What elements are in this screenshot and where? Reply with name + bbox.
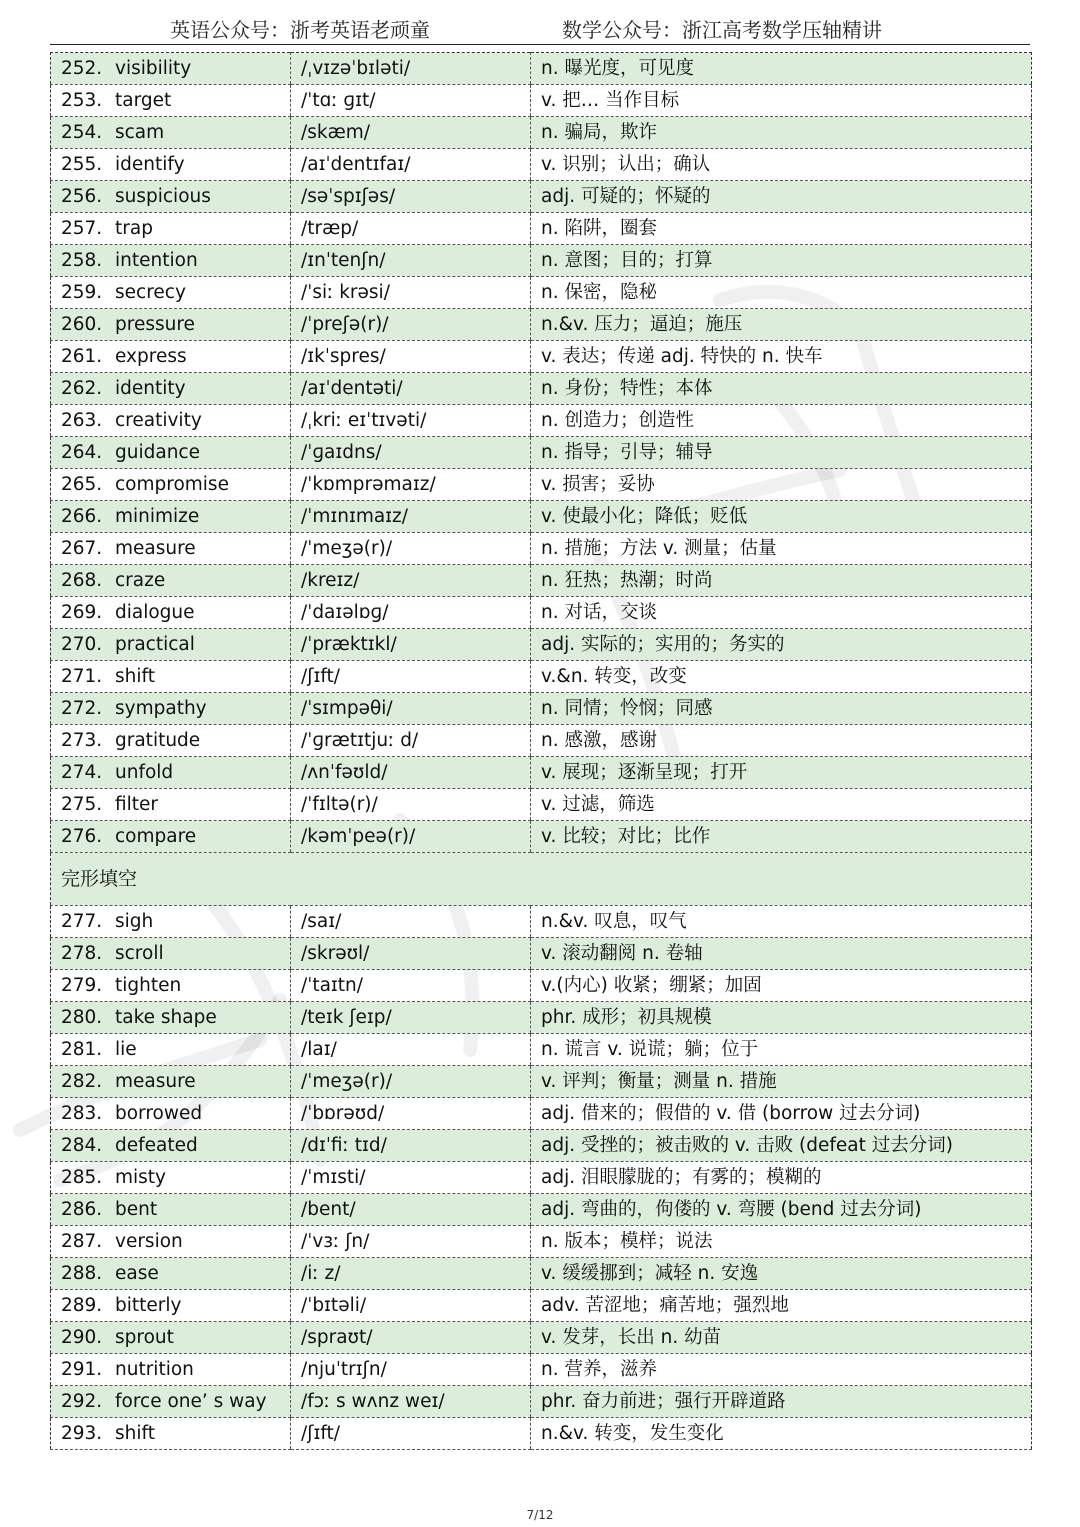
table-row: [51, 1002, 1032, 1034]
meaning-cell: n. 陷阱，圈套: [531, 213, 1032, 245]
table-row: [51, 1130, 1032, 1162]
entry-word: filter: [115, 794, 159, 815]
vocabulary-rows-part2: [51, 906, 1032, 1450]
entry-number: 269.: [61, 602, 103, 623]
table-row: [51, 938, 1032, 970]
ipa-cell: /njuˈtrɪʃn/: [291, 1354, 531, 1386]
meaning-cell: v. 展现；逐渐呈现；打开: [531, 757, 1032, 789]
entry-word: scroll: [115, 943, 164, 964]
entry-number: 267.: [61, 538, 103, 559]
ipa-cell: /ˈvɜː ʃn/: [291, 1226, 531, 1258]
entry-word: creativity: [115, 410, 202, 431]
entry-number: 279.: [61, 975, 103, 996]
entry-number: 280.: [61, 1007, 103, 1028]
ipa-cell: /ˈmɪnɪmaɪz/: [291, 501, 531, 533]
meaning-cell: n. 身份；特性；本体: [531, 373, 1032, 405]
meaning-cell: v. 滚动翻阅 n. 卷轴: [531, 938, 1032, 970]
header-math-account: 数学公众号：浙江高考数学压轴精讲: [562, 18, 882, 42]
entry-word: scam: [115, 122, 165, 143]
entry-word: practical: [115, 634, 195, 655]
table-row: [51, 1162, 1032, 1194]
entry-word: take shape: [115, 1007, 217, 1028]
meaning-cell: n. 意图；目的；打算: [531, 245, 1032, 277]
entry-word: intention: [115, 250, 198, 271]
ipa-cell: /ˈpreʃə(r)/: [291, 309, 531, 341]
word-cell: [51, 1098, 291, 1130]
entry-number: 263.: [61, 410, 103, 431]
table-row: [51, 309, 1032, 341]
entry-number: 282.: [61, 1071, 103, 1092]
word-cell: [51, 597, 291, 629]
table-row: [51, 1258, 1032, 1290]
table-row: [51, 789, 1032, 821]
vocabulary-table: [50, 52, 1032, 1450]
entry-word: gratitude: [115, 730, 201, 751]
table-row: [51, 1386, 1032, 1418]
meaning-cell: v. 使最小化；降低；贬低: [531, 501, 1032, 533]
entry-number: 271.: [61, 666, 103, 687]
table-row: [51, 1290, 1032, 1322]
entry-number: 285.: [61, 1167, 103, 1188]
entry-word: trap: [115, 218, 153, 239]
entry-word: compromise: [115, 474, 229, 495]
ipa-cell: /aɪˈdentəti/: [291, 373, 531, 405]
table-row: [51, 149, 1032, 181]
entry-number: 254.: [61, 122, 103, 143]
word-cell: [51, 938, 291, 970]
ipa-cell: /fɔː s wʌnz weɪ/: [291, 1386, 531, 1418]
entry-word: ease: [115, 1263, 159, 1284]
meaning-cell: n. 版本；模样；说法: [531, 1226, 1032, 1258]
entry-word: suspicious: [115, 186, 211, 207]
table-row: [51, 565, 1032, 597]
ipa-cell: /ˈsiː krəsi/: [291, 277, 531, 309]
entry-word: unfold: [115, 762, 174, 783]
entry-number: 289.: [61, 1295, 103, 1316]
ipa-cell: /ˈkɒmprəmaɪz/: [291, 469, 531, 501]
ipa-cell: /ˈbɪtəli/: [291, 1290, 531, 1322]
word-cell: [51, 1034, 291, 1066]
ipa-cell: /dɪˈfiː tɪd/: [291, 1130, 531, 1162]
header-english-account: 英语公众号：浙考英语老顽童: [170, 18, 430, 42]
word-cell: [51, 1322, 291, 1354]
word-cell: [51, 181, 291, 213]
table-row: [51, 1322, 1032, 1354]
word-cell: [51, 245, 291, 277]
word-cell: [51, 373, 291, 405]
word-cell: [51, 693, 291, 725]
entry-word: shift: [115, 1423, 155, 1444]
entry-word: misty: [115, 1167, 167, 1188]
table-row: [51, 85, 1032, 117]
meaning-cell: v. 损害；妥协: [531, 469, 1032, 501]
ipa-cell: /spraʊt/: [291, 1322, 531, 1354]
ipa-cell: /ˈbɒrəʊd/: [291, 1098, 531, 1130]
table-row: [51, 1066, 1032, 1098]
entry-number: 258.: [61, 250, 103, 271]
table-row: [51, 693, 1032, 725]
ipa-cell: /træp/: [291, 213, 531, 245]
meaning-cell: n. 指导；引导；辅导: [531, 437, 1032, 469]
word-cell: [51, 149, 291, 181]
entry-word: sympathy: [115, 698, 207, 719]
ipa-cell: /ˈsɪmpəθi/: [291, 693, 531, 725]
word-cell: [51, 789, 291, 821]
meaning-cell: v. 比较；对比；比作: [531, 821, 1032, 853]
table-row: [51, 245, 1032, 277]
word-cell: [51, 725, 291, 757]
ipa-cell: /aɪˈdentɪfaɪ/: [291, 149, 531, 181]
word-cell: [51, 53, 291, 85]
entry-number: 276.: [61, 826, 103, 847]
word-cell: [51, 437, 291, 469]
table-row: [51, 725, 1032, 757]
word-cell: [51, 469, 291, 501]
entry-number: 292.: [61, 1391, 103, 1412]
entry-word: shift: [115, 666, 155, 687]
ipa-cell: /iː z/: [291, 1258, 531, 1290]
entry-number: 255.: [61, 154, 103, 175]
table-row: [51, 437, 1032, 469]
table-row: [51, 1226, 1032, 1258]
word-cell: [51, 1354, 291, 1386]
entry-number: 264.: [61, 442, 103, 463]
meaning-cell: adj. 实际的；实用的；务实的: [531, 629, 1032, 661]
word-cell: [51, 1418, 291, 1450]
ipa-cell: /ɪnˈtenʃn/: [291, 245, 531, 277]
word-cell: [51, 1002, 291, 1034]
ipa-cell: /ˈpræktɪkl/: [291, 629, 531, 661]
ipa-cell: /ˌvɪzəˈbɪləti/: [291, 53, 531, 85]
entry-number: 253.: [61, 90, 103, 111]
ipa-cell: /ˈmeʒə(r)/: [291, 533, 531, 565]
entry-word: secrecy: [115, 282, 186, 303]
entry-word: guidance: [115, 442, 200, 463]
table-row: [51, 501, 1032, 533]
entry-word: measure: [115, 1071, 196, 1092]
word-cell: [51, 277, 291, 309]
entry-word: borrowed: [115, 1103, 203, 1124]
ipa-cell: /saɪ/: [291, 906, 531, 938]
entry-word: bitterly: [115, 1295, 182, 1316]
entry-number: 270.: [61, 634, 103, 655]
entry-number: 273.: [61, 730, 103, 751]
ipa-cell: /skrəʊl/: [291, 938, 531, 970]
table-row: [51, 821, 1032, 853]
table-row: [51, 970, 1032, 1002]
entry-number: 259.: [61, 282, 103, 303]
ipa-cell: /ˈmeʒə(r)/: [291, 1066, 531, 1098]
meaning-cell: adj. 可疑的；怀疑的: [531, 181, 1032, 213]
entry-number: 278.: [61, 943, 103, 964]
entry-word: identify: [115, 154, 185, 175]
word-cell: [51, 1162, 291, 1194]
table-row: [51, 1098, 1032, 1130]
ipa-cell: /ˈtaɪtn/: [291, 970, 531, 1002]
entry-number: 262.: [61, 378, 103, 399]
table-row: [51, 1418, 1032, 1450]
word-cell: [51, 1066, 291, 1098]
meaning-cell: n. 感激，感谢: [531, 725, 1032, 757]
entry-number: 268.: [61, 570, 103, 591]
meaning-cell: adj. 受挫的；被击败的 v. 击败 (defeat 过去分词): [531, 1130, 1032, 1162]
word-cell: [51, 1290, 291, 1322]
entry-word: sigh: [115, 911, 154, 932]
entry-word: measure: [115, 538, 196, 559]
meaning-cell: phr. 奋力前进；强行开辟道路: [531, 1386, 1032, 1418]
table-row: [51, 405, 1032, 437]
entry-number: 277.: [61, 911, 103, 932]
word-cell: [51, 757, 291, 789]
ipa-cell: /teɪk ʃeɪp/: [291, 1002, 531, 1034]
meaning-cell: v. 过滤，筛选: [531, 789, 1032, 821]
section-header: [51, 853, 1032, 906]
meaning-cell: n. 创造力；创造性: [531, 405, 1032, 437]
ipa-cell: /ˈfɪltə(r)/: [291, 789, 531, 821]
word-cell: [51, 341, 291, 373]
entry-word: dialogue: [115, 602, 195, 623]
entry-number: 281.: [61, 1039, 103, 1060]
entry-number: 261.: [61, 346, 103, 367]
ipa-cell: /ˌkriː eɪˈtɪvəti/: [291, 405, 531, 437]
word-cell: [51, 1386, 291, 1418]
ipa-cell: /ˈɡrætɪtjuː d/: [291, 725, 531, 757]
section-title: 完形填空: [51, 853, 1032, 906]
meaning-cell: adj. 弯曲的，佝偻的 v. 弯腰 (bend 过去分词): [531, 1194, 1032, 1226]
entry-word: express: [115, 346, 187, 367]
vocabulary-rows-part1: [51, 53, 1032, 853]
meaning-cell: n.&v. 压力；逼迫；施压: [531, 309, 1032, 341]
meaning-cell: adv. 苦涩地；痛苦地；强烈地: [531, 1290, 1032, 1322]
word-cell: [51, 661, 291, 693]
entry-word: target: [115, 90, 172, 111]
entry-number: 252.: [61, 58, 103, 79]
entry-number: 256.: [61, 186, 103, 207]
ipa-cell: /ˈdaɪəlɒɡ/: [291, 597, 531, 629]
word-cell: [51, 85, 291, 117]
word-cell: [51, 1226, 291, 1258]
entry-word: minimize: [115, 506, 200, 527]
word-cell: [51, 1194, 291, 1226]
meaning-cell: n. 措施；方法 v. 测量；估量: [531, 533, 1032, 565]
word-cell: [51, 309, 291, 341]
entry-number: 266.: [61, 506, 103, 527]
entry-word: bent: [115, 1199, 158, 1220]
entry-number: 283.: [61, 1103, 103, 1124]
meaning-cell: v. 把… 当作目标: [531, 85, 1032, 117]
table-row: [51, 469, 1032, 501]
table-row: [51, 213, 1032, 245]
table-row: [51, 629, 1032, 661]
page-header: [50, 12, 1030, 45]
entry-number: 260.: [61, 314, 103, 335]
ipa-cell: /laɪ/: [291, 1034, 531, 1066]
meaning-cell: v. 表达；传递 adj. 特快的 n. 快车: [531, 341, 1032, 373]
word-cell: [51, 565, 291, 597]
ipa-cell: /kreɪz/: [291, 565, 531, 597]
meaning-cell: v. 缓缓挪到；减轻 n. 安逸: [531, 1258, 1032, 1290]
meaning-cell: v. 评判；衡量；测量 n. 措施: [531, 1066, 1032, 1098]
entry-word: identity: [115, 378, 186, 399]
word-cell: [51, 117, 291, 149]
meaning-cell: v.&n. 转变，改变: [531, 661, 1032, 693]
ipa-cell: /ʃɪft/: [291, 1418, 531, 1450]
meaning-cell: n. 同情；怜悯；同感: [531, 693, 1032, 725]
entry-number: 287.: [61, 1231, 103, 1252]
table-row: [51, 117, 1032, 149]
word-cell: [51, 533, 291, 565]
word-cell: [51, 629, 291, 661]
word-cell: [51, 970, 291, 1002]
entry-word: nutrition: [115, 1359, 194, 1380]
entry-word: sprout: [115, 1327, 174, 1348]
meaning-cell: n.&v. 叹息，叹气: [531, 906, 1032, 938]
table-row: [51, 1194, 1032, 1226]
entry-number: 291.: [61, 1359, 103, 1380]
ipa-cell: /səˈspɪʃəs/: [291, 181, 531, 213]
word-cell: [51, 501, 291, 533]
entry-number: 265.: [61, 474, 103, 495]
table-row: [51, 373, 1032, 405]
word-cell: [51, 405, 291, 437]
table-row: [51, 341, 1032, 373]
meaning-cell: n. 狂热；热潮；时尚: [531, 565, 1032, 597]
meaning-cell: v.(内心) 收紧；绷紧；加固: [531, 970, 1032, 1002]
meaning-cell: adj. 借来的；假借的 v. 借 (borrow 过去分词): [531, 1098, 1032, 1130]
table-row: [51, 597, 1032, 629]
meaning-cell: adj. 泪眼朦胧的；有雾的；模糊的: [531, 1162, 1032, 1194]
ipa-cell: /ʌnˈfəʊld/: [291, 757, 531, 789]
entry-number: 293.: [61, 1423, 103, 1444]
table-row: [51, 757, 1032, 789]
word-cell: [51, 213, 291, 245]
ipa-cell: /ˈtɑː ɡɪt/: [291, 85, 531, 117]
entry-word: version: [115, 1231, 183, 1252]
ipa-cell: /bent/: [291, 1194, 531, 1226]
word-cell: [51, 906, 291, 938]
entry-word: craze: [115, 570, 166, 591]
table-row: [51, 661, 1032, 693]
ipa-cell: /ʃɪft/: [291, 661, 531, 693]
meaning-cell: v. 发芽，长出 n. 幼苗: [531, 1322, 1032, 1354]
meaning-cell: n. 保密，隐秘: [531, 277, 1032, 309]
entry-number: 275.: [61, 794, 103, 815]
meaning-cell: phr. 成形；初具规模: [531, 1002, 1032, 1034]
table-row: [51, 533, 1032, 565]
entry-word: pressure: [115, 314, 195, 335]
meaning-cell: v. 识别；认出；确认: [531, 149, 1032, 181]
table-row: [51, 906, 1032, 938]
entry-number: 290.: [61, 1327, 103, 1348]
table-row: [51, 53, 1032, 85]
ipa-cell: /ˈmɪsti/: [291, 1162, 531, 1194]
ipa-cell: /skæm/: [291, 117, 531, 149]
meaning-cell: n. 对话，交谈: [531, 597, 1032, 629]
entry-word: tighten: [115, 975, 182, 996]
ipa-cell: /ˈɡaɪdns/: [291, 437, 531, 469]
entry-word: defeated: [115, 1135, 198, 1156]
ipa-cell: /ɪkˈspres/: [291, 341, 531, 373]
entry-word: force one’ s way: [115, 1391, 267, 1412]
table-row: [51, 181, 1032, 213]
entry-word: lie: [115, 1039, 137, 1060]
page-number: 7/12: [526, 1508, 554, 1522]
meaning-cell: n. 营养，滋养: [531, 1354, 1032, 1386]
entry-word: compare: [115, 826, 197, 847]
table-row: [51, 1034, 1032, 1066]
meaning-cell: n. 谎言 v. 说谎；躺；位于: [531, 1034, 1032, 1066]
meaning-cell: n.&v. 转变，发生变化: [531, 1418, 1032, 1450]
table-row: [51, 277, 1032, 309]
entry-word: visibility: [115, 58, 192, 79]
table-row: [51, 1354, 1032, 1386]
word-cell: [51, 1130, 291, 1162]
ipa-cell: /kəmˈpeə(r)/: [291, 821, 531, 853]
word-cell: [51, 1258, 291, 1290]
entry-number: 284.: [61, 1135, 103, 1156]
entry-number: 286.: [61, 1199, 103, 1220]
meaning-cell: n. 曝光度，可见度: [531, 53, 1032, 85]
word-cell: [51, 821, 291, 853]
meaning-cell: n. 骗局，欺诈: [531, 117, 1032, 149]
entry-number: 288.: [61, 1263, 103, 1284]
entry-number: 274.: [61, 762, 103, 783]
entry-number: 257.: [61, 218, 103, 239]
entry-number: 272.: [61, 698, 103, 719]
